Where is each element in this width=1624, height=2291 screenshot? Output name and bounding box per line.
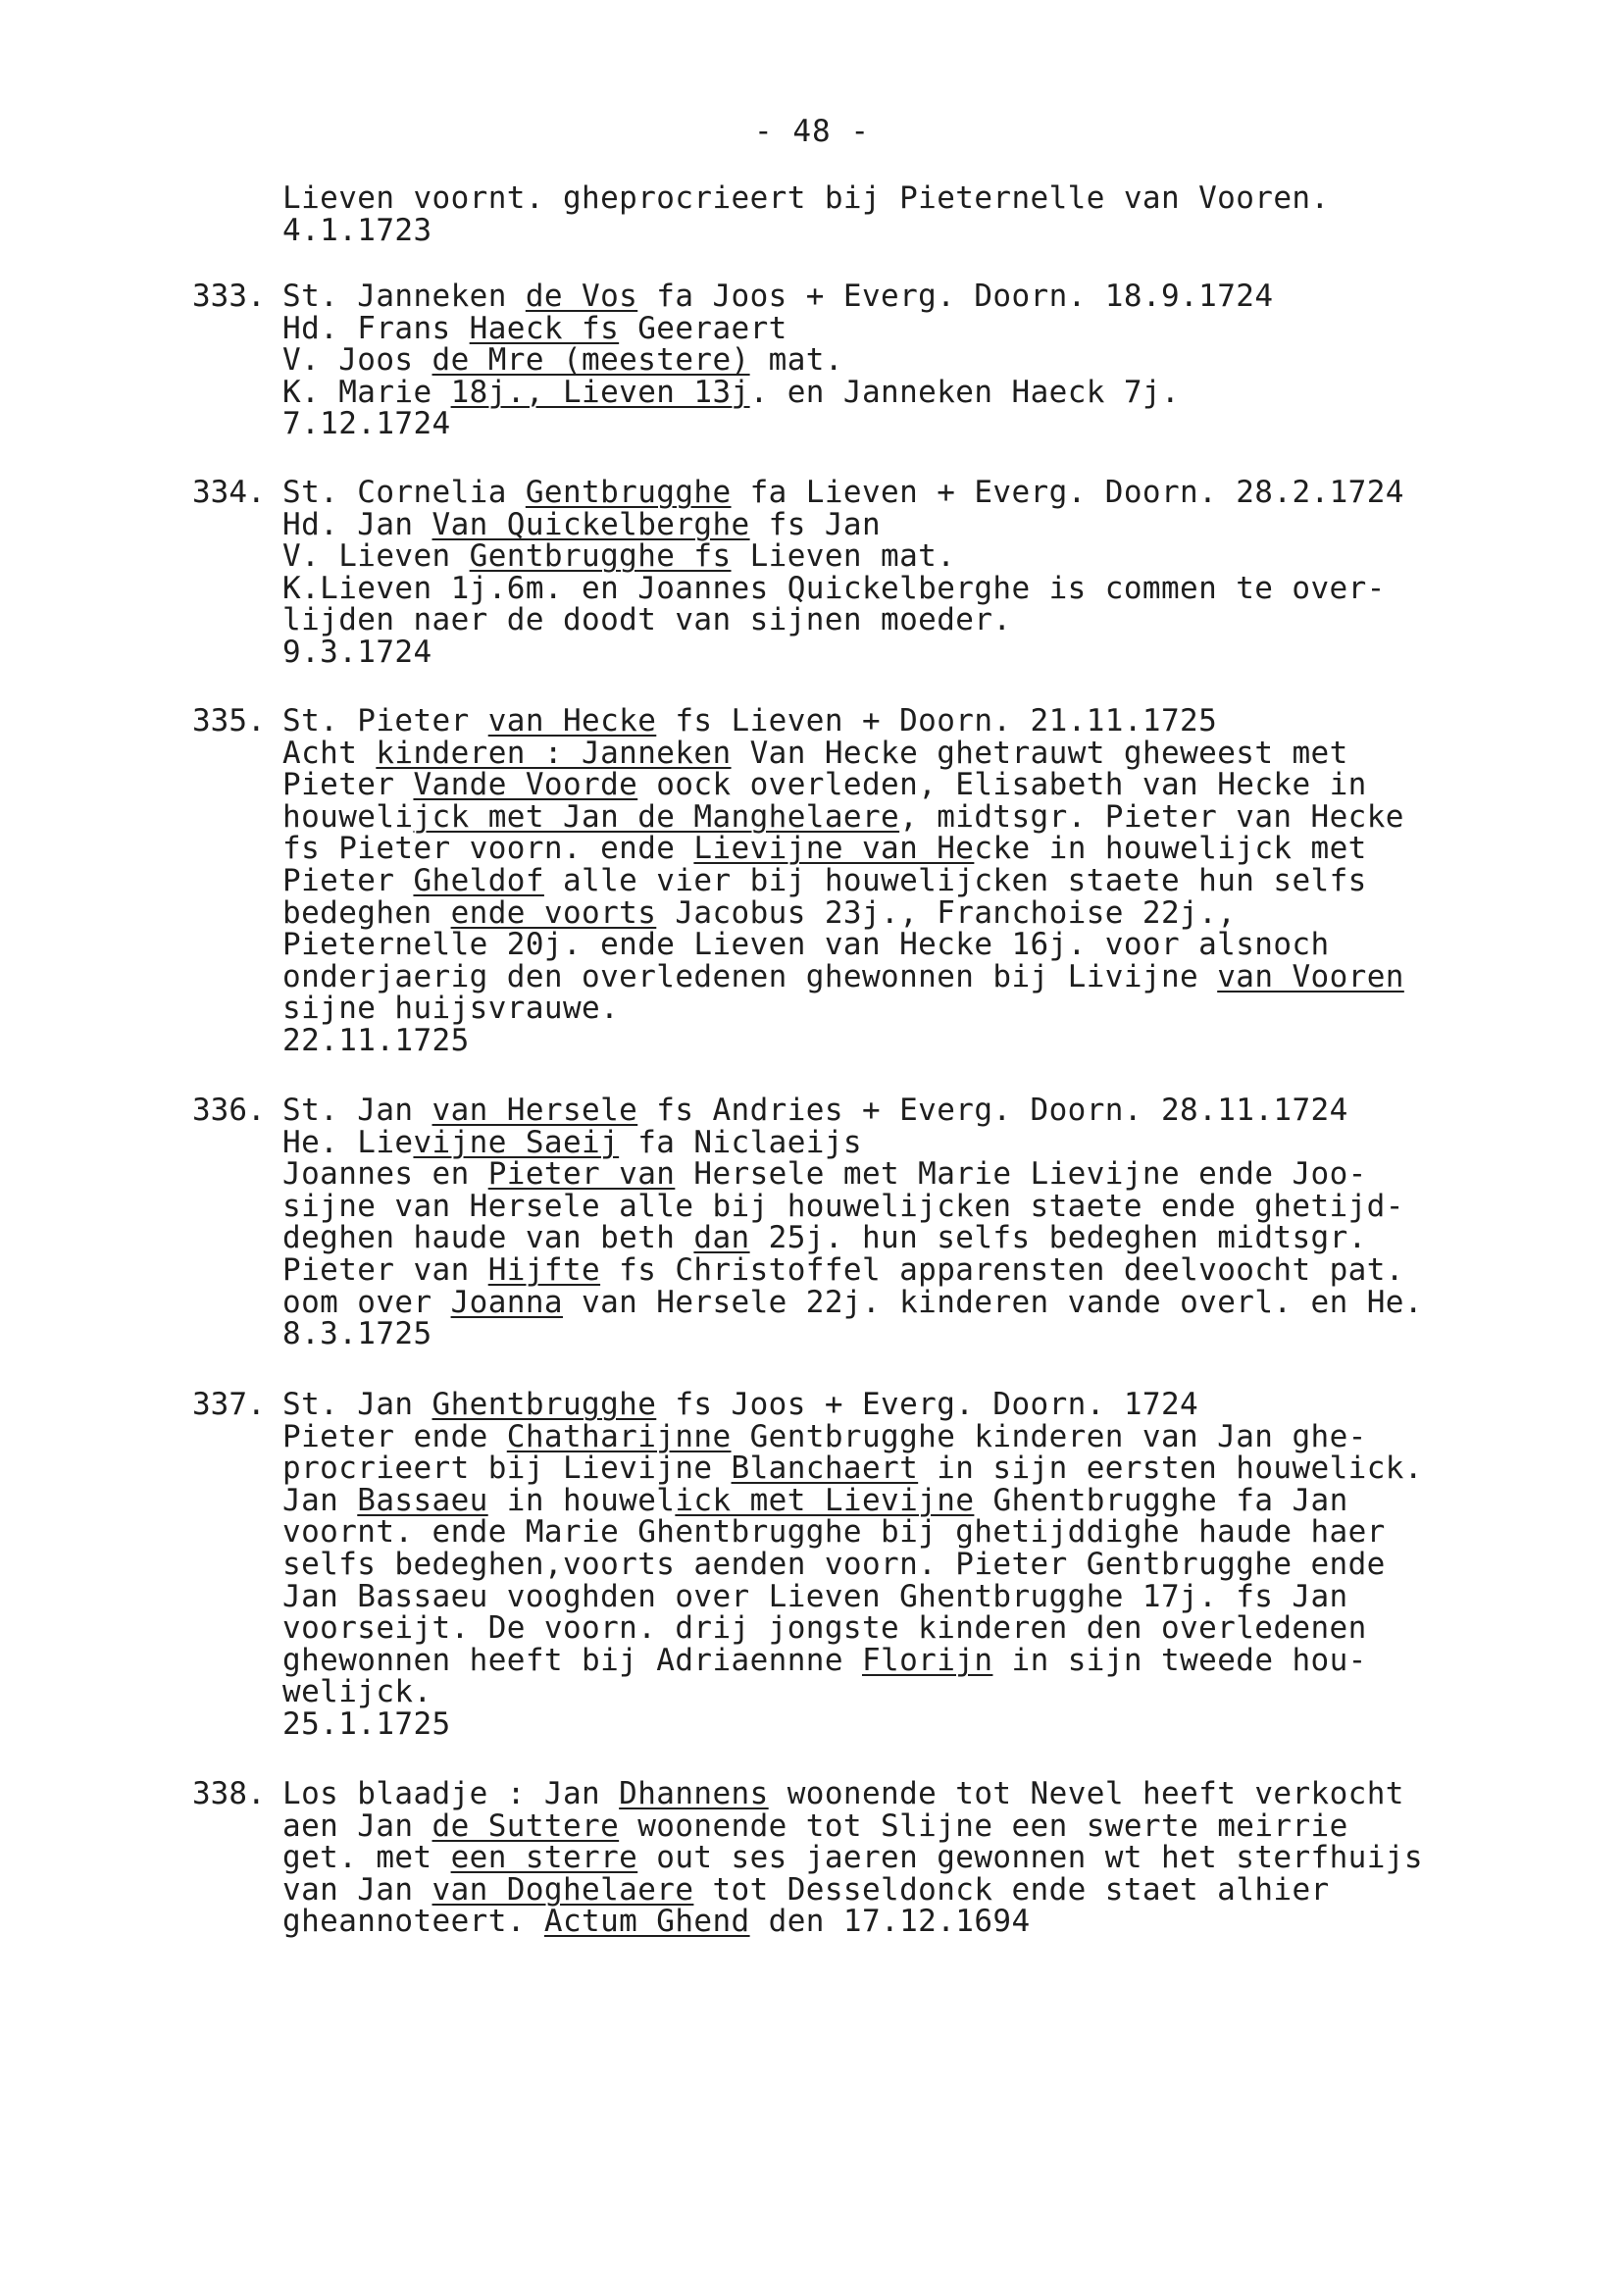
text-segment: , midtsgr. Pieter van Hecke xyxy=(899,798,1404,835)
text-segment: 25.1.1725 xyxy=(282,1706,451,1742)
text-line xyxy=(282,993,1489,1025)
underlined-name: Chatharijnne xyxy=(506,1418,732,1454)
text-line xyxy=(282,1546,1489,1582)
text-segment: . en Janneken Haeck 7j. xyxy=(749,374,1181,410)
text-segment: den 17.12.1694 xyxy=(749,1904,1031,1940)
text-segment: lijden naer de doodt van sijnen moeder. xyxy=(282,602,1012,638)
entry-text xyxy=(282,1778,1489,1938)
text-line xyxy=(282,1906,1489,1938)
text-segment: sijne van Hersele alle bij houwelijcken staete ende ghetijd- xyxy=(282,1188,1404,1224)
text-segment: sijne huijsvrauwe. xyxy=(282,991,620,1027)
entry-number: 333. xyxy=(192,279,266,314)
entry-number: 335. xyxy=(192,703,266,738)
text-segment: 8.3.1725 xyxy=(282,1316,432,1352)
text-segment: out ses jaeren gewonnen wt het sterfhuijs xyxy=(637,1840,1423,1876)
text-segment: Pieter van xyxy=(282,1251,488,1288)
text-segment: V. Joos xyxy=(282,342,432,379)
underlined-name: Van Quickelberghe xyxy=(431,506,750,542)
text-segment: fs Andries + Everg. Doorn. 28.11.1724 xyxy=(637,1093,1348,1128)
text-line xyxy=(282,1778,1489,1810)
text-segment: St. Cornelia xyxy=(282,475,526,510)
underlined-name: Bassaeu xyxy=(357,1482,488,1518)
text-line xyxy=(282,1124,1489,1160)
text-segment: He. Lie xyxy=(282,1124,414,1160)
text-segment: Jan Bassaeu vooghden over Lieven Ghentbrugghe 17j. fs Jan xyxy=(282,1578,1348,1614)
entry-number: 338. xyxy=(192,1776,266,1811)
text-segment: voornt. ende Marie Ghentbrugghe bij ghetijddighe haude haer xyxy=(282,1514,1386,1551)
text-segment: Pieter ende xyxy=(282,1418,507,1454)
text-line xyxy=(282,1158,1489,1191)
text-line xyxy=(282,182,1489,215)
text-segment: 22.11.1725 xyxy=(282,1022,470,1058)
text-segment: onderjaerig den overledenen ghewonnen bij Livijne xyxy=(282,958,1218,994)
text-segment: aen Jan xyxy=(282,1807,432,1844)
text-segment: voorseijt. De voorn. drij jongste kinderen den overledenen xyxy=(282,1610,1367,1647)
underlined-name: Dhannens xyxy=(619,1776,769,1811)
text-segment: Hd. Frans xyxy=(282,310,470,346)
underlined-name: ick met Lievijne xyxy=(675,1482,975,1518)
entry-text xyxy=(282,182,1489,246)
text-line xyxy=(282,570,1489,606)
text-segment: van Jan xyxy=(282,1871,432,1908)
text-line xyxy=(282,1676,1489,1708)
entry-text xyxy=(282,477,1489,669)
underlined-name: kinderen : Janneken xyxy=(376,735,732,771)
text-segment: Pieter xyxy=(282,767,414,803)
text-segment: selfs bedeghen,voorts aenden voorn. Pieter Gentbrugghe ende xyxy=(282,1546,1386,1582)
underlined-name: Haeck fs xyxy=(469,310,620,346)
text-line xyxy=(282,735,1489,771)
text-line xyxy=(282,862,1489,898)
text-segment: woonende tot Nevel heeft verkocht xyxy=(768,1776,1404,1811)
underlined-name: Pieter van xyxy=(487,1156,676,1193)
underlined-name: Lievijne van He xyxy=(693,831,975,867)
underlined-name: Actum Ghend xyxy=(543,1904,750,1940)
text-line xyxy=(282,310,1489,346)
text-segment: fa Lieven + Everg. Doorn. 28.2.1724 xyxy=(731,475,1404,510)
text-segment: fs Joos + Everg. Doorn. 1724 xyxy=(656,1387,1199,1422)
text-segment: Lieven mat. xyxy=(731,538,956,575)
text-line xyxy=(282,1222,1489,1254)
underlined-name: de Suttere xyxy=(431,1807,620,1844)
underlined-name: een sterre xyxy=(450,1840,638,1876)
text-segment: Geeraert xyxy=(619,310,787,346)
page-number: - 48 - xyxy=(754,114,870,149)
text-segment: Van Hecke ghetrauwt gheweest met xyxy=(731,735,1348,771)
text-line xyxy=(282,833,1489,865)
text-segment: fa Joos + Everg. Doorn. 18.9.1724 xyxy=(637,279,1274,314)
text-line xyxy=(282,540,1489,573)
text-line xyxy=(282,1251,1489,1288)
text-segment: Acht xyxy=(282,735,377,771)
text-segment: van Hersele 22j. kinderen vande overl. en He. xyxy=(562,1284,1423,1320)
text-segment: ghewonnen heeft bij Adriaennne xyxy=(282,1642,862,1678)
text-segment: St. Janneken xyxy=(282,279,526,314)
text-segment: Pieternelle 20j. ende Lieven van Hecke 16j. voor alsnoch xyxy=(282,927,1330,963)
underlined-name: van Hecke xyxy=(487,703,657,738)
text-segment: Joannes en xyxy=(282,1156,488,1193)
underlined-name: van Doghelaere xyxy=(431,1871,694,1908)
text-segment: bedeghen xyxy=(282,894,451,931)
text-segment: fs Pieter voorn. ende xyxy=(282,831,694,867)
text-line xyxy=(282,1095,1489,1127)
underlined-name: Gentbrugghe fs xyxy=(469,538,732,575)
text-segment: K.Lieven 1j.6m. en Joannes Quickelberghe is commen te over- xyxy=(282,570,1386,606)
text-segment: in houwel xyxy=(487,1482,676,1518)
underlined-name: Gheldof xyxy=(413,862,544,898)
text-line xyxy=(282,1807,1489,1844)
text-segment: Los blaadje : Jan xyxy=(282,1776,620,1811)
text-segment: Gentbrugghe kinderen van Jan ghe- xyxy=(731,1418,1367,1454)
underlined-name: Gentbrugghe xyxy=(525,475,732,510)
underlined-name: Florijn xyxy=(861,1642,993,1678)
text-segment: mat. xyxy=(749,342,843,379)
entry-number: 337. xyxy=(192,1387,266,1422)
entry-text xyxy=(282,280,1489,440)
underlined-name: Blanchaert xyxy=(731,1451,919,1487)
text-line xyxy=(282,1708,1489,1741)
text-segment: 25j. hun selfs bedeghen midtsgr. xyxy=(749,1220,1367,1256)
underlined-name: dan xyxy=(693,1220,750,1256)
text-segment: Pieter xyxy=(282,862,414,898)
text-line xyxy=(282,604,1489,636)
text-segment: houweli xyxy=(282,798,414,835)
text-line xyxy=(282,1188,1489,1224)
text-line xyxy=(282,929,1489,961)
text-segment: 7.12.1724 xyxy=(282,406,451,442)
text-segment: Hd. Jan xyxy=(282,506,432,542)
text-segment: St. Jan xyxy=(282,1387,432,1422)
text-line xyxy=(282,769,1489,801)
entry-number: 334. xyxy=(192,475,266,510)
text-line xyxy=(282,1516,1489,1549)
text-segment: fs Jan xyxy=(749,506,882,542)
entry-number: 336. xyxy=(192,1093,266,1128)
text-segment: gheannoteert. xyxy=(282,1904,544,1940)
underlined-name: jck met Jan de Manghelaere xyxy=(413,798,900,835)
entry-text xyxy=(282,705,1489,1057)
text-segment: tot Desseldonck ende staet alhier xyxy=(693,1871,1330,1908)
underlined-name: vijne Saeij xyxy=(413,1124,620,1160)
text-segment: get. met xyxy=(282,1840,451,1876)
text-segment: in sijn tweede hou- xyxy=(992,1642,1367,1678)
text-line xyxy=(282,1612,1489,1645)
text-line xyxy=(282,212,1489,248)
text-line xyxy=(282,958,1489,994)
entry-text xyxy=(282,1095,1489,1350)
text-line xyxy=(282,1842,1489,1874)
text-segment: fs Lieven + Doorn. 21.11.1725 xyxy=(656,703,1218,738)
text-line xyxy=(282,1452,1489,1485)
text-line xyxy=(282,1642,1489,1678)
text-segment: fa Niclaeijs xyxy=(619,1124,862,1160)
underlined-name: Vande Voorde xyxy=(413,767,638,803)
underlined-name: Joanna xyxy=(450,1284,563,1320)
text-line xyxy=(282,1284,1489,1320)
underlined-name: 18j., Lieven 13j xyxy=(450,374,750,410)
text-line xyxy=(282,506,1489,542)
text-segment: fs Christoffel apparensten deelvoocht pat. xyxy=(600,1251,1404,1288)
text-segment: Lieven voornt. gheprocrieert bij Pieternelle van Vooren. xyxy=(282,180,1330,216)
text-segment: 9.3.1724 xyxy=(282,634,432,670)
text-line xyxy=(282,1389,1489,1421)
text-line xyxy=(282,1418,1489,1454)
underlined-name: de Vos xyxy=(525,279,638,314)
text-line xyxy=(282,1578,1489,1614)
text-segment: Hersele met Marie Lievijne ende Joo- xyxy=(675,1156,1367,1193)
text-segment: alle vier bij houwelijcken staete hun selfs xyxy=(543,862,1367,898)
text-segment: St. Jan xyxy=(282,1093,432,1128)
text-segment: cke in houwelijck met xyxy=(974,831,1367,867)
text-segment: in sijn eersten houwelick. xyxy=(918,1451,1423,1487)
text-segment: oock overleden, Elisabeth van Hecke in xyxy=(637,767,1367,803)
text-line xyxy=(282,1871,1489,1908)
text-line xyxy=(282,636,1489,669)
text-line xyxy=(282,280,1489,313)
text-segment: V. Lieven xyxy=(282,538,470,575)
text-segment: deghen haude van beth xyxy=(282,1220,694,1256)
text-line xyxy=(282,798,1489,835)
text-segment: K. Marie xyxy=(282,374,451,410)
text-segment: 4.1.1723 xyxy=(282,212,432,248)
text-segment: Jan xyxy=(282,1482,358,1518)
underlined-name: Hijfte xyxy=(487,1251,601,1288)
entry-text xyxy=(282,1389,1489,1741)
underlined-name: van Vooren xyxy=(1217,958,1404,994)
text-segment: welijck. xyxy=(282,1674,432,1710)
text-line xyxy=(282,1022,1489,1058)
text-line xyxy=(282,344,1489,377)
text-segment: oom over xyxy=(282,1284,451,1320)
text-line xyxy=(282,374,1489,410)
text-line xyxy=(282,408,1489,440)
text-line xyxy=(282,894,1489,931)
underlined-name: de Mre (meestere) xyxy=(431,342,750,379)
text-line xyxy=(282,705,1489,738)
text-segment: Jacobus 23j., Franchoise 22j., xyxy=(656,894,1237,931)
underlined-name: Ghentbrugghe xyxy=(431,1387,657,1422)
text-segment: Ghentbrugghe fa Jan xyxy=(974,1482,1348,1518)
text-segment: woonende tot Slijne een swerte meirrie xyxy=(619,1807,1348,1844)
text-segment: St. Pieter xyxy=(282,703,488,738)
text-segment: procrieert bij Lievijne xyxy=(282,1451,732,1487)
text-line xyxy=(282,1318,1489,1350)
text-line xyxy=(282,477,1489,509)
underlined-name: ende voorts xyxy=(450,894,657,931)
text-line xyxy=(282,1482,1489,1518)
underlined-name: van Hersele xyxy=(431,1093,638,1128)
